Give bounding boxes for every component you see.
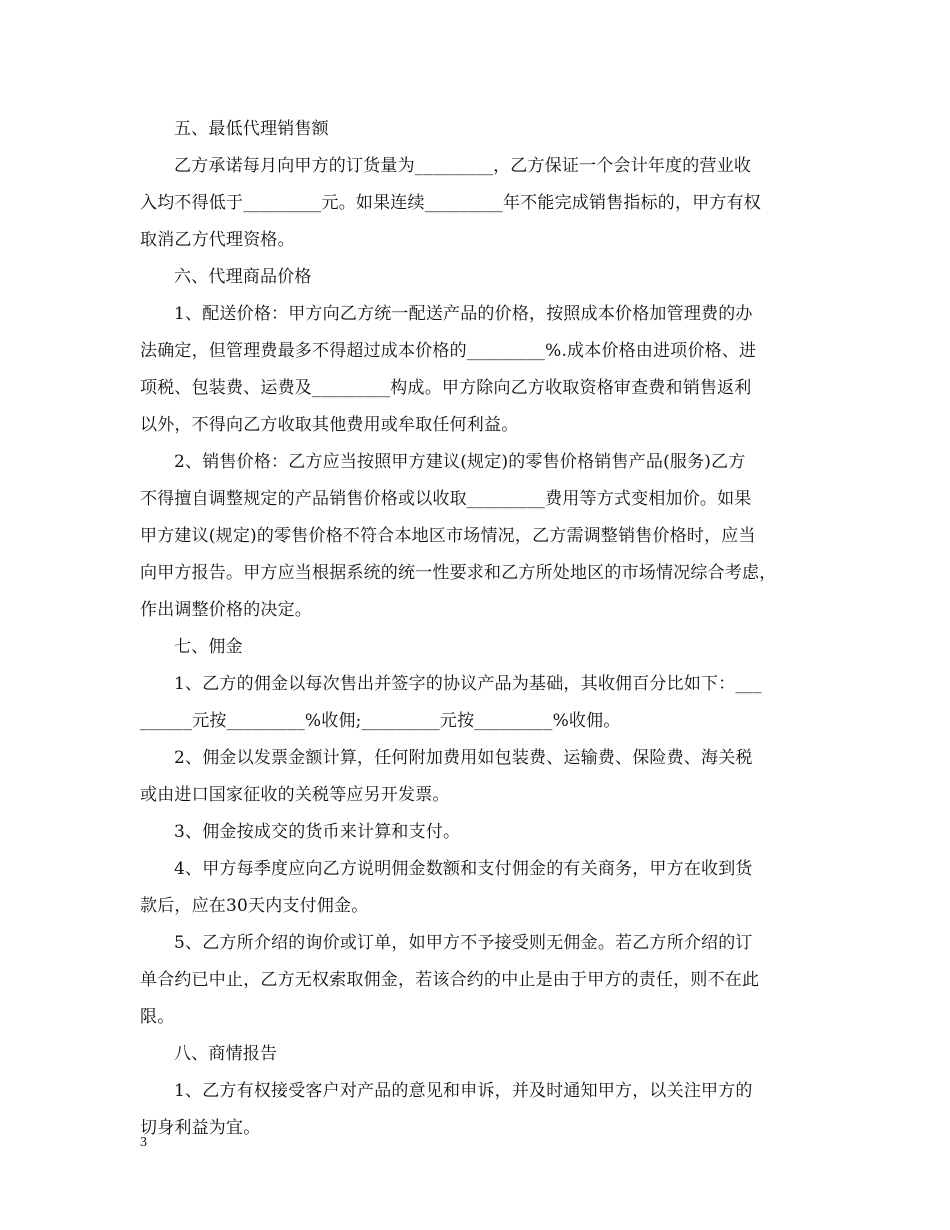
text-line: 不得擅自调整规定的产品销售价格或以收取_________费用等方式变相加价。如果	[140, 489, 752, 509]
document-body	[140, 116, 820, 1142]
text-line: 项税、包装费、运费及_________构成。甲方除向乙方收取资格审查费和销售返利	[140, 378, 752, 398]
text-line: 向甲方报告。甲方应当根据系统的统一性要求和乙方所处地区的市场情况综合考虑，	[140, 563, 777, 583]
text-line: 作出调整价格的决定。	[140, 600, 312, 620]
text-line: 款后，应在30天内支付佣金。	[140, 896, 369, 916]
text-line: 六、代理商品价格	[174, 267, 312, 287]
text-line: 2、佣金以发票金额计算，任何附加费用如包装费、运输费、保险费、海关税	[174, 748, 753, 768]
text-line: 乙方承诺每月向甲方的订货量为_________，乙方保证一个会计年度的营业收	[174, 156, 752, 176]
text-line: 4、甲方每季度应向乙方说明佣金数额和支付佣金的有关商务，甲方在收到货	[174, 859, 753, 879]
page-number: 3	[140, 1135, 147, 1150]
text-line: 八、商情报告	[174, 1044, 278, 1064]
text-line: 1、乙方有权接受客户对产品的意见和申诉，并及时通知甲方，以关注甲方的	[174, 1081, 753, 1101]
text-line: 取消乙方代理资格。	[140, 230, 295, 250]
text-line: 甲方建议(规定)的零售价格不符合本地区市场情况，乙方需调整销售价格时，应当	[140, 526, 756, 546]
text-line: 七、佣金	[174, 637, 243, 657]
text-line: 2、销售价格：乙方应当按照甲方建议(规定)的零售价格销售产品(服务)乙方	[174, 452, 746, 472]
text-line: 1、乙方的佣金以每次售出并签字的协议产品为基础，其收佣百分比如下：___	[174, 674, 762, 694]
text-line: 以外，不得向乙方收取其他费用或牟取任何利益。	[140, 415, 519, 435]
text-line: 1、配送价格：甲方向乙方统一配送产品的价格，按照成本价格加管理费的办	[174, 304, 753, 324]
text-line: 法确定，但管理费最多不得超过成本价格的_________%.成本价格由进项价格、进	[140, 341, 757, 361]
text-line: 5、乙方所介绍的询价或订单，如甲方不予接受则无佣金。若乙方所介绍的订	[174, 933, 753, 953]
text-line: 或由进口国家征收的关税等应另开发票。	[140, 785, 450, 805]
text-line: 3、佣金按成交的货币来计算和支付。	[174, 822, 461, 842]
text-line: 切身利益为宜。	[140, 1118, 261, 1138]
text-line: 限。	[140, 1007, 175, 1027]
text-line: 单合约已中止，乙方无权索取佣金，若该合约的中止是由于甲方的责任，则不在此	[140, 970, 760, 990]
text-line: 五、最低代理销售额	[174, 119, 329, 139]
text-line: ______元按_________%收佣;_________元按_________%收佣。	[140, 711, 621, 731]
text-line: 入均不得低于_________元。如果连续_________年不能完成销售指标的，甲方有权	[140, 193, 761, 213]
